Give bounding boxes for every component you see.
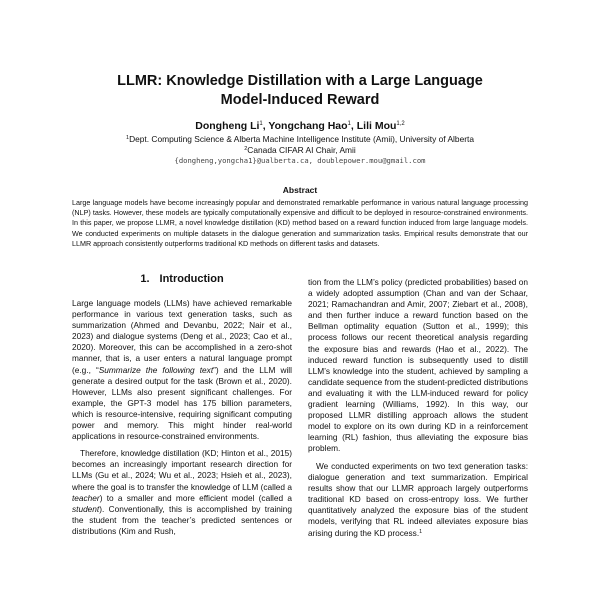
intro-paragraph-3: tion from the LLM’s policy (predicted probabilities) based on a widely adopted assumption (Chan and van der Schaar, 2021; Ramachandran and Amir, 2007; Ziebart et al., 2008), and then further induce a reward function based on the Bellman optimality equation (Sutton et al., 1999); this process follows our recent theoretical analysis regarding the exposure bias and rewards (Hao et al., 2022). The induced reward function is subsequently used to distill LLM’s knowledge into the student, achieved by sampling a candidate sequence from the student-predicted distributions and evaluating it with the LLM-induced reward for policy gradient learning (Williams, 1992). In this way, our proposed LLMR distilling approach allows the student model to explore on its own during KD in a reinforcement learning (RL) fashion, thus alleviating the exposure bias problem. — [308, 277, 529, 454]
emphasis-text: Summarize the following text — [98, 364, 214, 375]
author-affiliation-mark: 1,2 — [396, 121, 405, 127]
intro-paragraph-2: Therefore, knowledge distillation (KD; Hinton et al., 2015) becomes an increasingly important research direction for LLMs (Gu et al., 2024; Wu et al., 2023; Hsieh et al., 2023), where the goal is to transfer the knowledge of LLM (called a teacher) to a smaller and more efficient model (called a student). Conventionally, this is accomplished by training the student from the teacher’s predicted sentences or distributions (Kim and Rush, — [72, 448, 292, 536]
intro-paragraph-1: Large language models (LLMs) have achieved remarkable performance in various text generation tasks, such as summarization (Ahmed and Devanbu, 2022; Nair et al., 2023) and dialogue systems (Deng et al., 2023; Cao et al., 2020). Moreover, this can be accomplished in a zero-shot manner, that is, a user enters a natural language prompt (e.g., “Summarize the following text”) and the LLM will generate a desired output for the task (Brown et al., 2020). However, LLMs also present significant challenges. For example, the GPT-3 model has 175 billion parameters, which is resource-intensive, requiring significant computing power and memory. This might hinder real-world applications in resource-constrained environments. — [72, 298, 292, 442]
paper-title — [0, 72, 600, 110]
author-name: Lili Mou — [356, 120, 397, 132]
author-name: Yongchang Hao — [268, 120, 348, 132]
affiliation-mark: 2 — [244, 146, 248, 152]
section-number: 1. — [140, 273, 150, 285]
affiliation-text: Dept. Computing Science & Alberta Machine Intelligence Institute (Amii), University of Alberta — [129, 134, 474, 144]
intro-paragraph-4: We conducted experiments on two text generation tasks: dialogue generation and text summarization. Empirical results show that our LLMR approach largely outperforms traditional KD based on cross-entropy loss. We further quantitatively analyzed the exposure bias of the student models, verifying that RL indeed alleviates exposure bias arising during the KD process.$^1$ — [308, 460, 528, 539]
author-affiliation-mark: 1 — [347, 121, 351, 127]
emphasis-text: student — [72, 503, 100, 514]
author-name: Dongheng Li — [195, 120, 260, 132]
right-column — [308, 277, 528, 539]
left-column — [72, 272, 292, 537]
affiliation-mark: 1 — [126, 135, 130, 141]
author-emails: {dongheng,yongcha1}@ualberta.ca, doublepower.mou@gmail.com — [174, 156, 426, 165]
abstract-heading: Abstract — [282, 185, 318, 195]
title-line-1: LLMR: Knowledge Distillation with a Large Language — [117, 73, 483, 89]
affiliation-text: Canada CIFAR AI Chair, Amii — [247, 145, 356, 155]
title-line-2: Model-Induced Reward — [220, 92, 380, 108]
section-heading — [72, 272, 292, 286]
author-list: Dongheng Li$^1$, Yongchang Hao$^1$, Lili Mou$^{1,2}$ — [195, 120, 405, 132]
emphasis-text: teacher — [72, 492, 100, 503]
footnote-mark: 1 — [419, 529, 423, 536]
affiliation-2 — [0, 144, 600, 156]
author-affiliation-mark: 1 — [259, 121, 263, 127]
section-title: Introduction — [159, 273, 224, 285]
abstract-text: Large language models have become increasingly popular and demonstrated remarkable performance in various natural language processing (NLP) tasks. However, these models are typically computationally expensive and difficult to be deployed in resource-constrained environments. In this paper, we propose LLMR, a novel knowledge distillation (KD) method based on a reward function induced from large language models. We conducted experiments on multiple datasets in the dialogue generation and summarization tasks. Empirical results demonstrate that our LLMR approach consistently outperforms traditional KD methods on different tasks and datasets. — [72, 198, 528, 248]
